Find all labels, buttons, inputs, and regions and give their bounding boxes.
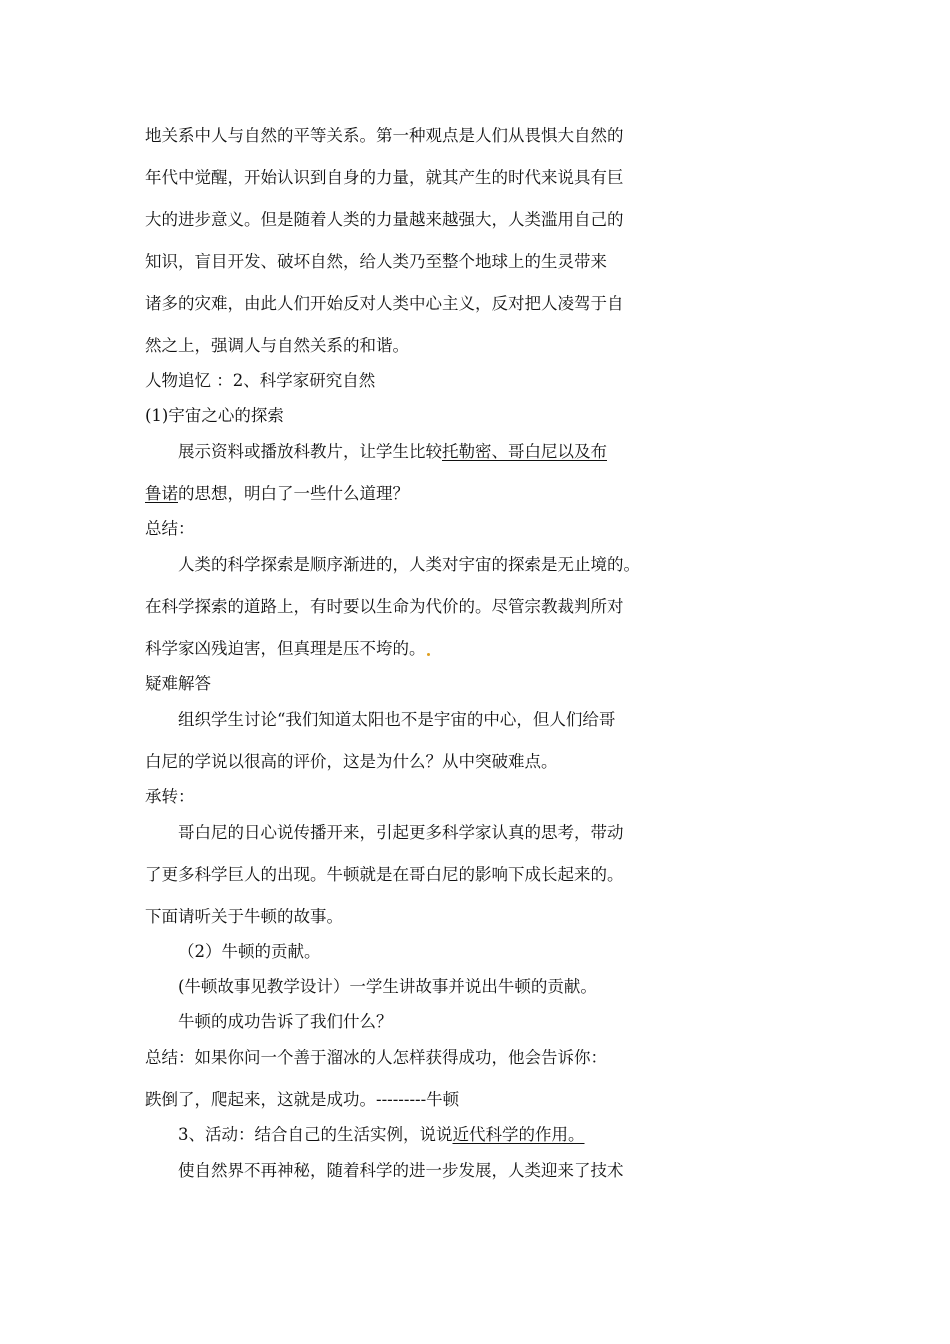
text-span: 科学家凶残迫害，但真理是压不垮的。 (145, 639, 426, 658)
underlined-text: 托勒密、哥白尼以及布 (442, 442, 607, 461)
text-line: 下面请听关于牛顿的故事。 (145, 907, 343, 926)
text-line: 组织学生讨论“我们知道太阳也不是宇宙的中心，但人们给哥 (178, 710, 616, 729)
text-line: 年代中觉醒，开始认识到自身的力量，就其产生的时代来说具有巨 (145, 168, 624, 187)
section-heading: 承转： (145, 787, 195, 806)
text-line: 牛顿的成功告诉了我们什么？ (178, 1012, 393, 1031)
text-line: 了更多科学巨人的出现。牛顿就是在哥白尼的影响下成长起来的。 (145, 865, 624, 884)
text-line: 然之上，强调人与自然关系的和谐。 (145, 336, 409, 355)
text-line: (牛顿故事见教学设计）一学生讲故事并说出牛顿的贡献。 (178, 977, 597, 996)
text-line: 总结：如果你问一个善于溜冰的人怎样获得成功，他会告诉你： (145, 1048, 607, 1067)
text-line (145, 483, 409, 505)
text-line (145, 638, 431, 660)
mark-dot (427, 653, 430, 656)
text-span: 展示资料或播放科教片，让学生比较 (178, 442, 442, 461)
text-line: 白尼的学说以很高的评价，这是为什么？从中突破难点。 (145, 752, 558, 771)
underlined-text: 鲁诺 (145, 484, 178, 503)
text-line: 跌倒了，爬起来，这就是成功。---------牛顿 (145, 1090, 460, 1109)
text-line: 人类的科学探索是顺序渐进的，人类对宇宙的探索是无止境的。 (178, 555, 640, 574)
section-heading: 疑难解答 (145, 674, 211, 693)
text-line: 知识，盲目开发、破坏自然，给人类乃至整个地球上的生灵带来 (145, 252, 607, 271)
text-line: 使自然界不再神秘，随着科学的进一步发展，人类迎来了技术 (178, 1161, 624, 1180)
section-heading: 人物追忆 ：2、科学家研究自然 (145, 371, 376, 390)
subsection-heading: (1)宇宙之心的探索 (145, 406, 284, 425)
text-line: 诸多的灾难，由此人们开始反对人类中心主义，反对把人凌驾于自 (145, 294, 624, 313)
text-line: 地关系中人与自然的平等关系。第一种观点是人们从畏惧大自然的 (145, 126, 624, 145)
text-span: 的思想，明白了一些什么道理？ (178, 484, 409, 503)
subsection-heading: （2）牛顿的贡献。 (178, 942, 321, 961)
text-span: 3、活动：结合自己的生活实例，说说 (178, 1125, 453, 1144)
summary-label: 总结： (145, 519, 195, 538)
text-line: 在科学探索的道路上，有时要以生命为代价的。尽管宗教裁判所对 (145, 597, 624, 616)
text-line (178, 441, 607, 463)
underlined-text: 近代科学的作用。 (452, 1125, 585, 1144)
text-line: 大的进步意义。但是随着人类的力量越来越强大，人类滥用自己的 (145, 210, 624, 229)
text-line: 哥白尼的日心说传播开来，引起更多科学家认真的思考，带动 (178, 823, 624, 842)
text-line (178, 1124, 585, 1146)
